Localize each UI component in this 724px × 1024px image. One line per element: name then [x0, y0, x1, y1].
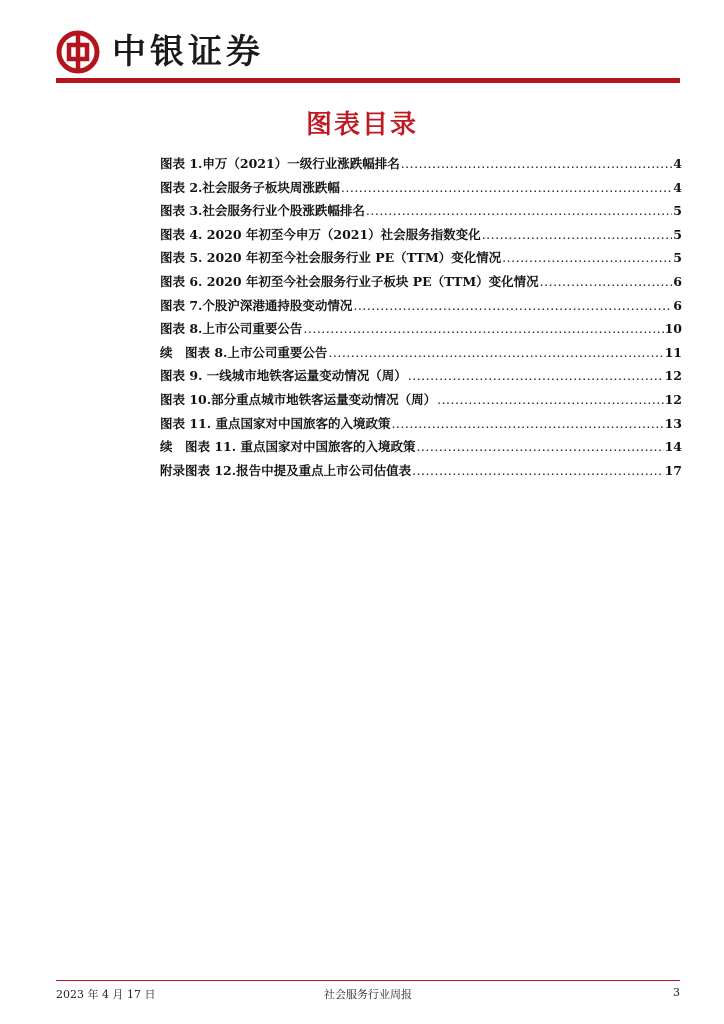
- toc-entry-title: 图表 9. 一线城市地铁客运量变动情况（周）: [160, 368, 407, 384]
- toc-entry-page: 13: [664, 415, 682, 431]
- toc-entry[interactable]: [160, 437, 682, 461]
- toc-entry-page: 12: [664, 391, 682, 407]
- toc-entry[interactable]: [160, 201, 682, 225]
- toc-entry-page: 5: [673, 226, 682, 242]
- toc-entry-page: 17: [664, 462, 682, 478]
- toc-entry-title: 图表 3.社会服务行业个股涨跌幅排名: [160, 203, 365, 219]
- toc-leader: [412, 463, 663, 478]
- toc-entry-page: 12: [664, 368, 682, 384]
- toc-entry[interactable]: [160, 390, 682, 414]
- page-title: 图表目录: [305, 110, 418, 140]
- toc-entry-title: 图表 8.上市公司重要公告: [160, 321, 303, 337]
- toc-leader: [341, 180, 672, 195]
- toc-leader: [401, 156, 673, 171]
- footer-date: 2023 年 4 月 17 日: [56, 988, 156, 1001]
- toc-entry-page: 5: [673, 203, 682, 219]
- footer-page-number: 3: [673, 986, 680, 999]
- toc-entry-title: 图表 11. 重点国家对中国旅客的入境政策: [160, 415, 391, 431]
- toc-leader: [353, 298, 672, 313]
- toc-leader: [416, 439, 663, 454]
- toc-leader: [303, 321, 663, 336]
- toc-entry[interactable]: [160, 319, 682, 343]
- toc-entry-page: 14: [664, 439, 682, 455]
- toc-entry-page: 4: [673, 156, 682, 171]
- toc-leader: [437, 392, 663, 407]
- toc-entry-title: 图表 1.申万（2021）一级行业涨跌幅排名: [160, 156, 400, 171]
- toc-entry-page: 6: [673, 297, 682, 313]
- toc-leader: [366, 203, 672, 218]
- toc-entry[interactable]: [160, 272, 682, 296]
- toc-entry[interactable]: [160, 343, 682, 367]
- toc-entry[interactable]: [160, 296, 682, 320]
- toc-entry-title: 续 图表 11. 重点国家对中国旅客的入境政策: [160, 439, 416, 455]
- toc-entry-title: 续 图表 8.上市公司重要公告: [160, 344, 328, 360]
- footer-report-name: 社会服务行业周报: [324, 988, 412, 1001]
- footer-divider: [56, 980, 680, 981]
- toc-entry[interactable]: [160, 366, 682, 390]
- toc-entry-title: 图表 10.部分重点城市地铁客运量变动情况（周）: [160, 391, 437, 407]
- toc-entry-title: 图表 7.个股沪深港通持股变动情况: [160, 297, 353, 313]
- toc-entry-title: 图表 5. 2020 年初至今社会服务行业 PE（TTM）变化情况: [160, 250, 502, 266]
- table-of-figures: [160, 154, 682, 484]
- toc-entry[interactable]: [160, 178, 682, 202]
- toc-entry[interactable]: [160, 248, 682, 272]
- toc-leader: [328, 345, 663, 360]
- toc-leader: [502, 250, 672, 265]
- toc-leader: [408, 368, 664, 383]
- toc-entry-title: 图表 2.社会服务子板块周涨跌幅: [160, 179, 340, 195]
- brand-name: 中银证券: [112, 32, 264, 72]
- toc-entry-page: 10: [664, 321, 682, 337]
- toc-entry[interactable]: [160, 461, 682, 485]
- toc-leader: [540, 274, 673, 289]
- toc-entry-page: 4: [673, 179, 682, 195]
- toc-entry-title: 图表 4. 2020 年初至今申万（2021）社会服务指数变化: [160, 226, 481, 242]
- toc-leader: [391, 416, 663, 431]
- page-header: [56, 30, 680, 86]
- header-divider: [56, 78, 680, 83]
- toc-entry[interactable]: [160, 154, 682, 178]
- toc-entry[interactable]: [160, 414, 682, 438]
- toc-entry-page: 5: [673, 250, 682, 266]
- toc-entry-page: 11: [664, 344, 682, 360]
- toc-entry-page: 6: [673, 273, 682, 289]
- toc-leader: [482, 227, 673, 242]
- toc-entry[interactable]: [160, 225, 682, 249]
- toc-entry-title: 图表 6. 2020 年初至今社会服务行业子板块 PE（TTM）变化情况: [160, 273, 539, 289]
- toc-entry-title: 附录图表 12.报告中提及重点上市公司估值表: [160, 462, 412, 478]
- bank-of-china-logo-icon: [56, 30, 100, 74]
